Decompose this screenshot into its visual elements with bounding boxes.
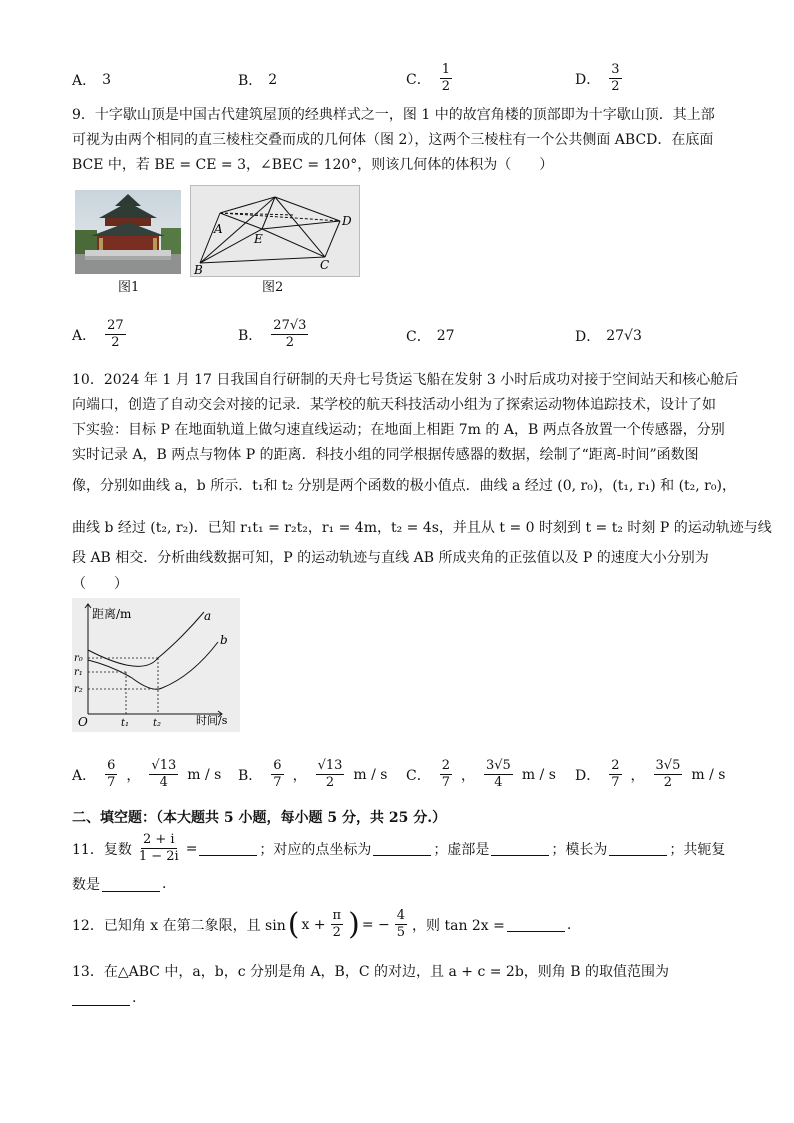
tick-r0: r₀: [74, 653, 83, 664]
fraction: $\frac{2}{7}$: [441, 758, 450, 790]
option-label: A．: [72, 767, 97, 784]
option-label: C．: [406, 767, 431, 784]
q10-option-a: A． $\frac{6}{7}$ ， $\frac{√13}{4}$ m / s: [72, 758, 222, 790]
label-b: B: [194, 263, 203, 277]
q12-inner: x +: [301, 916, 326, 933]
equals-minus: = −: [361, 916, 390, 933]
q11-line-1: [72, 832, 725, 865]
fraction: $\frac{4}{5}$: [396, 908, 406, 940]
option-label: B．: [238, 767, 263, 784]
q10-line-8: （ ）: [72, 576, 128, 592]
fraction: $\frac{3√5}{4}$: [486, 758, 511, 790]
q11-text: 数是: [72, 877, 100, 893]
answer-blank[interactable]: [491, 841, 549, 856]
q9-option-a: [72, 318, 129, 351]
fraction: $\frac{2 + i}{1 - 2i}$: [138, 832, 179, 864]
q11-text: ；对应的点坐标为: [259, 841, 372, 858]
paren-right: ): [348, 906, 360, 942]
fraction: $\frac{1}{2}$: [441, 62, 450, 94]
fraction: $\frac{\pi}{2}$: [332, 908, 342, 940]
q11-text: .: [162, 876, 167, 892]
q8-option-c: [406, 62, 455, 95]
fraction: $\frac{6}{7}$: [107, 758, 116, 790]
q12-line: [72, 908, 571, 941]
q9-option-c: [406, 326, 455, 346]
graph-ylabel: 距离/m: [92, 607, 132, 621]
q10-option-b: B． $\frac{6}{7}$ ， $\frac{√13}{2}$ m / s: [238, 758, 388, 790]
q8-option-a: [72, 70, 111, 90]
option-label: D．: [575, 329, 601, 345]
q10-line-3: 下实验：目标 P 在地面轨道上做匀速直线运动；在地面上相距 7m 的 A，B 两点各放置一个传感器，分别: [72, 422, 725, 438]
option-label: B．: [238, 73, 263, 89]
label-a: A: [214, 222, 223, 236]
q10-line-1: 10．2024 年 1 月 17 日我国自行研制的天舟七号货运飞船在发射 3 小时后成功对接于空间站天和核心舱后: [72, 372, 739, 388]
q9-option-b: [238, 318, 311, 351]
option-unit: m / s: [521, 766, 556, 783]
q11-text: ；虚部是: [433, 841, 490, 858]
label-e: E: [254, 232, 263, 246]
option-label: C．: [406, 329, 431, 345]
fraction: $\frac{27}{2}$: [107, 318, 124, 350]
q10-line-6: 曲线 b 经过 (t₂, r₂)．已知 r₁t₁ = r₂t₂，r₁ = 4m，t₂ = 4s，并且从 t = 0 时刻到 t = t₂ 时刻 P 的运动轨迹与线: [72, 520, 772, 536]
q10-line-7: 段 AB 相交．分析曲线数据可知，P 的运动轨迹与直线 AB 所成夹角的正弦值以及 P 的速度大小分别为: [72, 550, 709, 566]
answer-blank[interactable]: [72, 991, 130, 1006]
tick-t1: t₁: [121, 718, 130, 729]
q11-line-2: [72, 874, 166, 894]
option-value: 2: [268, 72, 278, 88]
option-value: 3: [102, 72, 112, 88]
q11-text: ；共轭复: [669, 841, 726, 858]
q13-line-2: [72, 990, 136, 1006]
graph-origin: O: [78, 715, 88, 729]
option-label: A．: [72, 327, 97, 344]
q11-prefix: 11．复数: [72, 841, 132, 858]
tick-t2: t₂: [153, 718, 162, 729]
curve-b-label: b: [220, 633, 228, 647]
answer-blank[interactable]: [373, 841, 431, 856]
q10-line-5: 像，分别如曲线 a，b 所示．t₁和 t₂ 分别是两个函数的极小值点．曲线 a 经过 (0, r₀)，(t₁, r₁) 和 (t₂, r₀)，: [72, 478, 736, 494]
q12-text: ，则 tan 2x =: [412, 917, 505, 934]
label-d: D: [342, 214, 352, 228]
curve-a-label: a: [204, 609, 212, 623]
q12-text: .: [566, 916, 572, 933]
option-label: D．: [575, 71, 601, 88]
q12-prefix: 12．已知角 x 在第二象限，且 sin: [72, 917, 286, 934]
q11-text: ；模长为: [551, 841, 608, 858]
option-label: A．: [72, 73, 97, 89]
q10-option-c: C． $\frac{2}{7}$ ， $\frac{3√5}{4}$ m / s: [406, 758, 556, 790]
equals-sign: =: [185, 840, 198, 857]
q8-option-d: [575, 62, 625, 95]
section-2-header: 二、填空题：（本大题共 5 小题，每小题 5 分，共 25 分.）: [72, 810, 447, 826]
answer-blank[interactable]: [609, 841, 667, 856]
q9-line-2: 可视为由两个相同的直三棱柱交叠而成的几何体（图 2），这两个三棱柱有一个公共侧面 ABCD．在底面: [72, 132, 714, 148]
option-label: B．: [238, 327, 263, 344]
fraction: $\frac{3√5}{2}$: [655, 758, 681, 790]
option-value: 27: [436, 328, 455, 344]
graph-xlabel: 时间/s: [196, 714, 228, 727]
option-unit: m / s: [691, 766, 726, 783]
figure-2-diagram: [190, 185, 360, 277]
corner-tower-photo: [75, 190, 181, 274]
answer-blank[interactable]: [102, 877, 160, 892]
fraction: $\frac{6}{7}$: [273, 758, 282, 790]
fraction: $\frac{3}{2}$: [611, 62, 620, 94]
label-c: C: [320, 258, 330, 272]
q8-option-b: [238, 70, 277, 90]
fraction: $\frac{2}{7}$: [611, 758, 620, 790]
q13-line-1: 13．在△ABC 中，a，b，c 分别是角 A，B，C 的对边，且 a + c = 2b，则角 B 的取值范围为: [72, 964, 669, 980]
fraction: $\frac{27√3}{2}$: [273, 318, 307, 350]
q13-text: .: [132, 990, 137, 1006]
fraction: $\frac{√13}{4}$: [151, 758, 177, 790]
q9-line-1: 9．十字歇山顶是中国古代建筑屋顶的经典样式之一，图 1 中的故宫角楼的顶部即为十字歇山顶．其上部: [72, 107, 715, 123]
option-label: D．: [575, 767, 601, 784]
option-unit: m / s: [353, 766, 388, 783]
figure-2-caption: 图2: [262, 280, 284, 295]
q9-line-3: BCE 中，若 BE = CE = 3，∠BEC = 120°，则该几何体的体积为（ ）: [72, 157, 554, 173]
option-value: 27√3: [606, 328, 642, 344]
q10-option-d: D． $\frac{2}{7}$ ， $\frac{3√5}{2}$ m / s: [575, 758, 726, 790]
q10-line-4: 实时记录 A，B 两点与物体 P 的距离．科技小组的同学根据传感器的数据，绘制了“距离-时间”函数图: [72, 447, 699, 463]
tick-r2: r₂: [74, 684, 83, 695]
fraction: $\frac{√13}{2}$: [317, 758, 343, 790]
distance-time-graph: [72, 598, 240, 732]
answer-blank[interactable]: [199, 841, 257, 856]
figure-1-caption: 图1: [118, 280, 140, 295]
paren-left: (: [287, 906, 300, 942]
q10-line-2: 向端口，创造了自动交会对接的记录．某学校的航天科技活动小组为了探索运动物体追踪技术，设计了如: [72, 397, 716, 413]
option-unit: m / s: [187, 766, 222, 783]
option-label: C．: [406, 71, 431, 88]
answer-blank[interactable]: [507, 917, 565, 932]
tick-r1: r₁: [74, 667, 83, 678]
q9-option-d: [575, 326, 642, 346]
